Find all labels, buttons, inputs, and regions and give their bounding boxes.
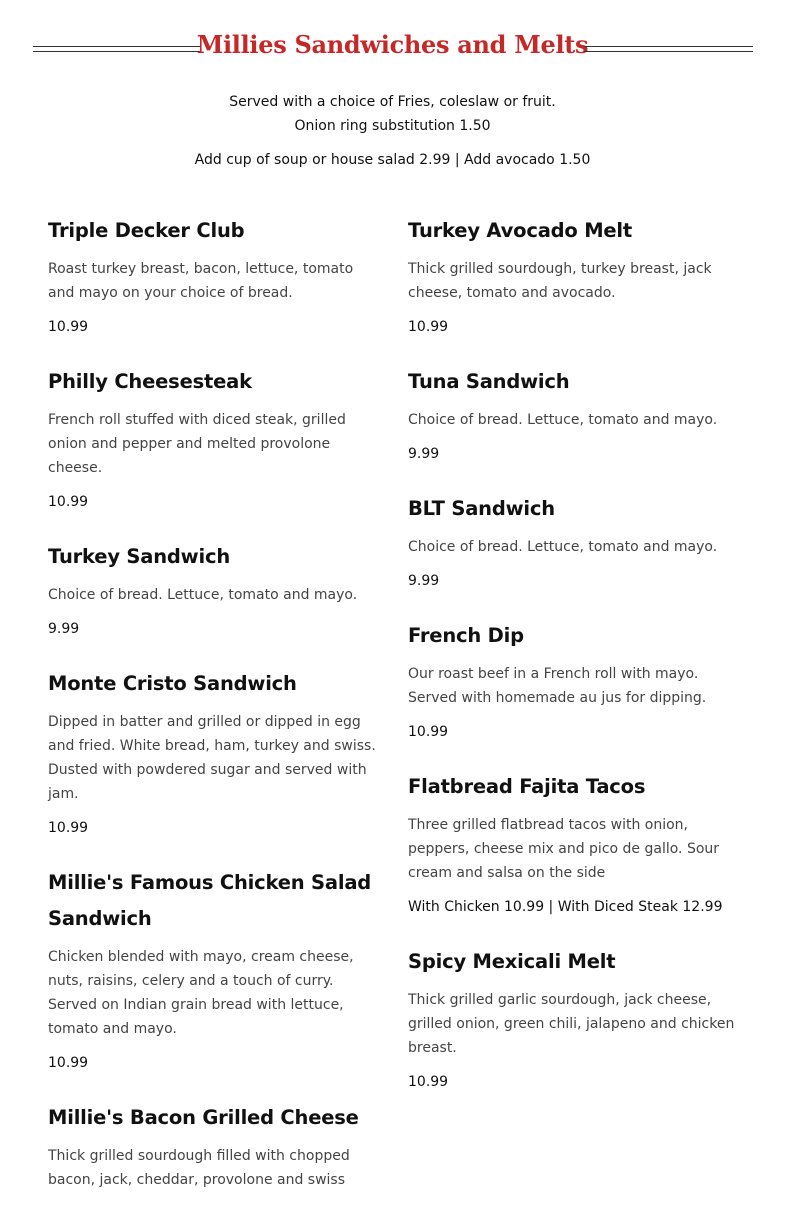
item-description: French roll stuffed with diced steak, grilled onion and pepper and melted provolone cheese. <box>48 412 346 476</box>
menu-item <box>48 364 383 514</box>
item-price: 10.99 <box>408 724 449 740</box>
item-name: BLT Sandwich <box>408 497 555 520</box>
menu-column-left <box>48 213 383 1217</box>
item-description: Our roast beef in a French roll with mayo. Served with homemade au jus for dipping. <box>408 666 707 706</box>
item-price: 9.99 <box>48 621 80 637</box>
menu-intro <box>0 90 785 172</box>
item-name: Tuna Sandwich <box>408 370 570 393</box>
item-price: 9.99 <box>408 446 440 462</box>
item-description: Thick grilled sourdough filled with chopped bacon, jack, cheddar, provolone and swiss <box>48 1148 350 1188</box>
item-price: 10.99 <box>48 820 89 836</box>
item-description: Chicken blended with mayo, cream cheese, nuts, raisins, celery and a touch of curry. Served on Indian grain bread with lettuce, tomato and mayo. <box>48 949 354 1037</box>
item-name: Flatbread Fajita Tacos <box>408 775 646 798</box>
menu-column-right <box>408 213 743 1119</box>
item-name: Turkey Sandwich <box>48 545 231 568</box>
item-price: 9.99 <box>408 573 440 589</box>
intro-substitution: Onion ring substitution 1.50 <box>294 118 491 134</box>
item-name: Monte Cristo Sandwich <box>48 672 297 695</box>
menu-item <box>408 944 743 1094</box>
item-price: 10.99 <box>48 319 89 335</box>
item-price: 10.99 <box>48 494 89 510</box>
item-name: French Dip <box>408 624 524 647</box>
item-price: 10.99 <box>408 319 449 335</box>
menu-item <box>48 539 383 641</box>
item-name: Millie's Famous Chicken Salad Sandwich <box>48 871 372 930</box>
menu-item <box>408 618 743 744</box>
menu-item <box>408 491 743 593</box>
item-name: Philly Cheesesteak <box>48 370 252 393</box>
menu-item <box>48 865 383 1075</box>
item-description: Thick grilled garlic sourdough, jack cheese, grilled onion, green chili, jalapeno and chicken breast. <box>408 992 735 1056</box>
item-price: With Chicken 10.99 | With Diced Steak 12.99 <box>408 899 723 915</box>
menu-item <box>48 213 383 339</box>
item-price: 10.99 <box>48 1055 89 1071</box>
menu-item <box>408 769 743 919</box>
title-rule-right <box>584 46 753 52</box>
item-price: 10.99 <box>408 1074 449 1090</box>
item-description: Three grilled flatbread tacos with onion, peppers, cheese mix and pico de gallo. Sour cream and salsa on the side <box>408 817 720 881</box>
item-description: Thick grilled sourdough, turkey breast, jack cheese, tomato and avocado. <box>408 261 712 301</box>
menu-item <box>408 364 743 466</box>
item-name: Spicy Mexicali Melt <box>408 950 616 973</box>
menu-item <box>48 1100 383 1192</box>
menu-header <box>0 0 785 96</box>
item-description: Choice of bread. Lettuce, tomato and mayo. <box>48 587 358 603</box>
menu-title: Millies Sandwiches and Melts <box>196 30 589 59</box>
item-description: Roast turkey breast, bacon, lettuce, tomato and mayo on your choice of bread. <box>48 261 354 301</box>
item-description: Dipped in batter and grilled or dipped in egg and fried. White bread, ham, turkey and swiss. Dusted with powdered sugar and served with jam. <box>48 714 376 802</box>
item-name: Triple Decker Club <box>48 219 245 242</box>
intro-sides: Served with a choice of Fries, coleslaw or fruit. <box>229 94 556 110</box>
menu-item <box>408 213 743 339</box>
intro-addons: Add cup of soup or house salad 2.99 | Add avocado 1.50 <box>194 152 591 168</box>
item-description: Choice of bread. Lettuce, tomato and mayo. <box>408 412 718 428</box>
item-description: Choice of bread. Lettuce, tomato and mayo. <box>408 539 718 555</box>
item-name: Turkey Avocado Melt <box>408 219 633 242</box>
item-name: Millie's Bacon Grilled Cheese <box>48 1106 359 1129</box>
menu-item <box>48 666 383 840</box>
